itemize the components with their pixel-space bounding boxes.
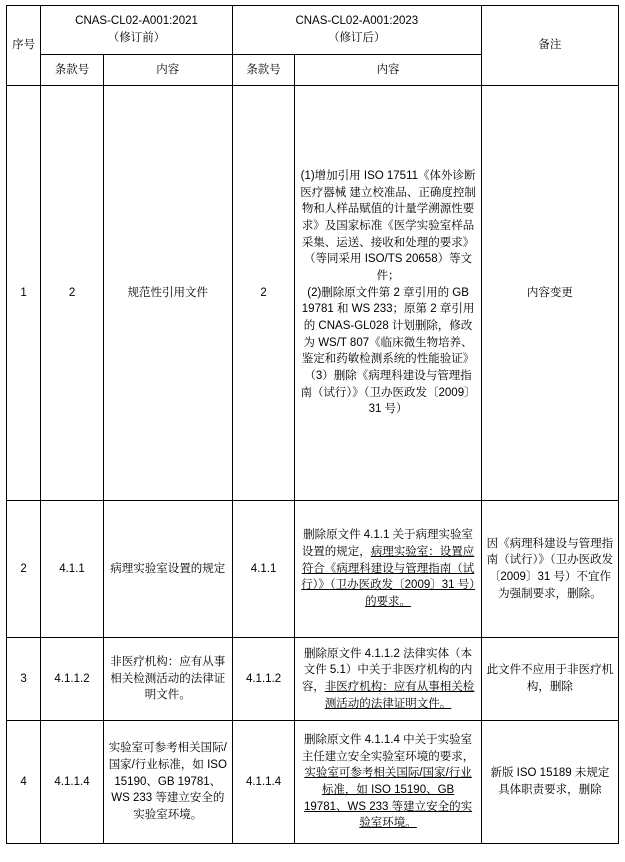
- row-clause-new: 2: [232, 86, 295, 501]
- row-content-new-underlined: 非医疗机构：应有从事相关检测活动的法律证明文件。: [324, 681, 475, 710]
- header-old-version-line1: CNAS-CL02-A001:2021: [75, 15, 198, 28]
- header-clause-new: 条款号: [232, 55, 295, 86]
- row-content-new: [295, 638, 482, 721]
- row-clause-new: 4.1.1.2: [232, 638, 295, 721]
- row-clause-old: 4.1.1.2: [41, 638, 104, 721]
- row-content-old: 实验室可参考相关国际/国家/行业标准，如 ISO 15190、GB 19781、WS 233 等建立安全的实验室环境。: [103, 721, 232, 844]
- header-old-version: [41, 6, 233, 55]
- header-clause-old: 条款号: [41, 55, 104, 86]
- row-content-old: 规范性引用文件: [103, 86, 232, 501]
- table-row: [7, 638, 619, 721]
- row-content-new-plain: 删除原文件 4.1.1.4 中关于实验室主任建立安全实验室环境的要求，: [301, 733, 475, 763]
- row-content-new-plain: 删除原文件 4.1.1.2 法律实体（本文件 5.1）中关于非医疗机构的内容，: [301, 647, 473, 693]
- row-content-new: [295, 501, 482, 638]
- row-clause-new: 4.1.1.4: [232, 721, 295, 844]
- row-seq: 4: [7, 721, 41, 844]
- row-clause-old: 2: [41, 86, 104, 501]
- table-row: [7, 721, 619, 844]
- row-clause-old: 4.1.1.4: [41, 721, 104, 844]
- row-content-new-underlined: 实验室可参考相关国际/国家/行业标准，如 ISO 15190、GB 19781、WS 233 等建立安全的实验室环境。: [304, 767, 473, 830]
- row-content-new-plain: 删除原文件 4.1.1 关于病理实验室设置的规定，: [301, 529, 474, 558]
- row-seq: 3: [7, 638, 41, 721]
- row-content-new: [295, 721, 482, 844]
- row-clause-old: 4.1.1: [41, 501, 104, 638]
- row-content-new: [295, 86, 482, 501]
- document-page: [0, 5, 625, 862]
- row-content-new-part-3: （3）删除《病理科建设与管理指南（试行）》（卫办医政发〔2009〕31 号）: [300, 370, 476, 416]
- row-content-new-part-1: (1)增加引用 ISO 17511《体外诊断医疗器械 建立校准品、正确度控制物和人样品赋值的计量学溯源性要求》及国家标准《医学实验室样品采集、运送、接收和处理的要求》（等同采用 ISO/TS 20658）等文件；: [300, 169, 476, 282]
- row-content-new-underlined: 病理实验室：设置应符合《病理科建设与管理指南（试行）》（卫办医政发〔2009〕31 号）的要求。: [301, 545, 475, 608]
- row-seq: 1: [7, 86, 41, 501]
- row-remark: 因《病理科建设与管理指南（试行）》（卫办医政发〔2009〕31 号）不宜作为强制要求，删除。: [481, 501, 618, 638]
- header-remark-label: 备注: [538, 39, 562, 52]
- comparison-table: [6, 5, 619, 844]
- row-content-old: 病理实验室设置的规定: [103, 501, 232, 638]
- row-clause-new: 4.1.1: [232, 501, 295, 638]
- header-new-version: [232, 6, 481, 55]
- row-remark: 内容变更: [481, 86, 618, 501]
- row-content-new-part-2: (2)删除原文件第 2 章引用的 GB 19781 和 WS 233；原第 2 章引用的 CNAS-GL028 计划删除，修改为 WS/T 807《临床微生物培养、鉴定和药敏检测系统的性能验证》: [301, 286, 475, 366]
- header-seq-label: 序号: [12, 39, 36, 52]
- header-content-new: 内容: [295, 55, 482, 86]
- table-header-row-top: [7, 6, 619, 55]
- row-content-old: 非医疗机构：应有从事相关检测活动的法律证明文件。: [103, 638, 232, 721]
- row-seq: 2: [7, 501, 41, 638]
- header-old-version-line2: （修订前）: [107, 32, 166, 44]
- row-remark: 新版 ISO 15189 未规定具体职责要求，删除: [481, 721, 618, 844]
- table-row: [7, 86, 619, 501]
- table-row: [7, 501, 619, 638]
- row-remark: 此文件不应用于非医疗机构，删除: [481, 638, 618, 721]
- header-remark: [481, 6, 618, 86]
- header-new-version-line1: CNAS-CL02-A001:2023: [295, 15, 419, 28]
- header-seq: [7, 6, 41, 86]
- header-new-version-line2: （修订后）: [328, 32, 386, 44]
- header-content-old: 内容: [103, 55, 232, 86]
